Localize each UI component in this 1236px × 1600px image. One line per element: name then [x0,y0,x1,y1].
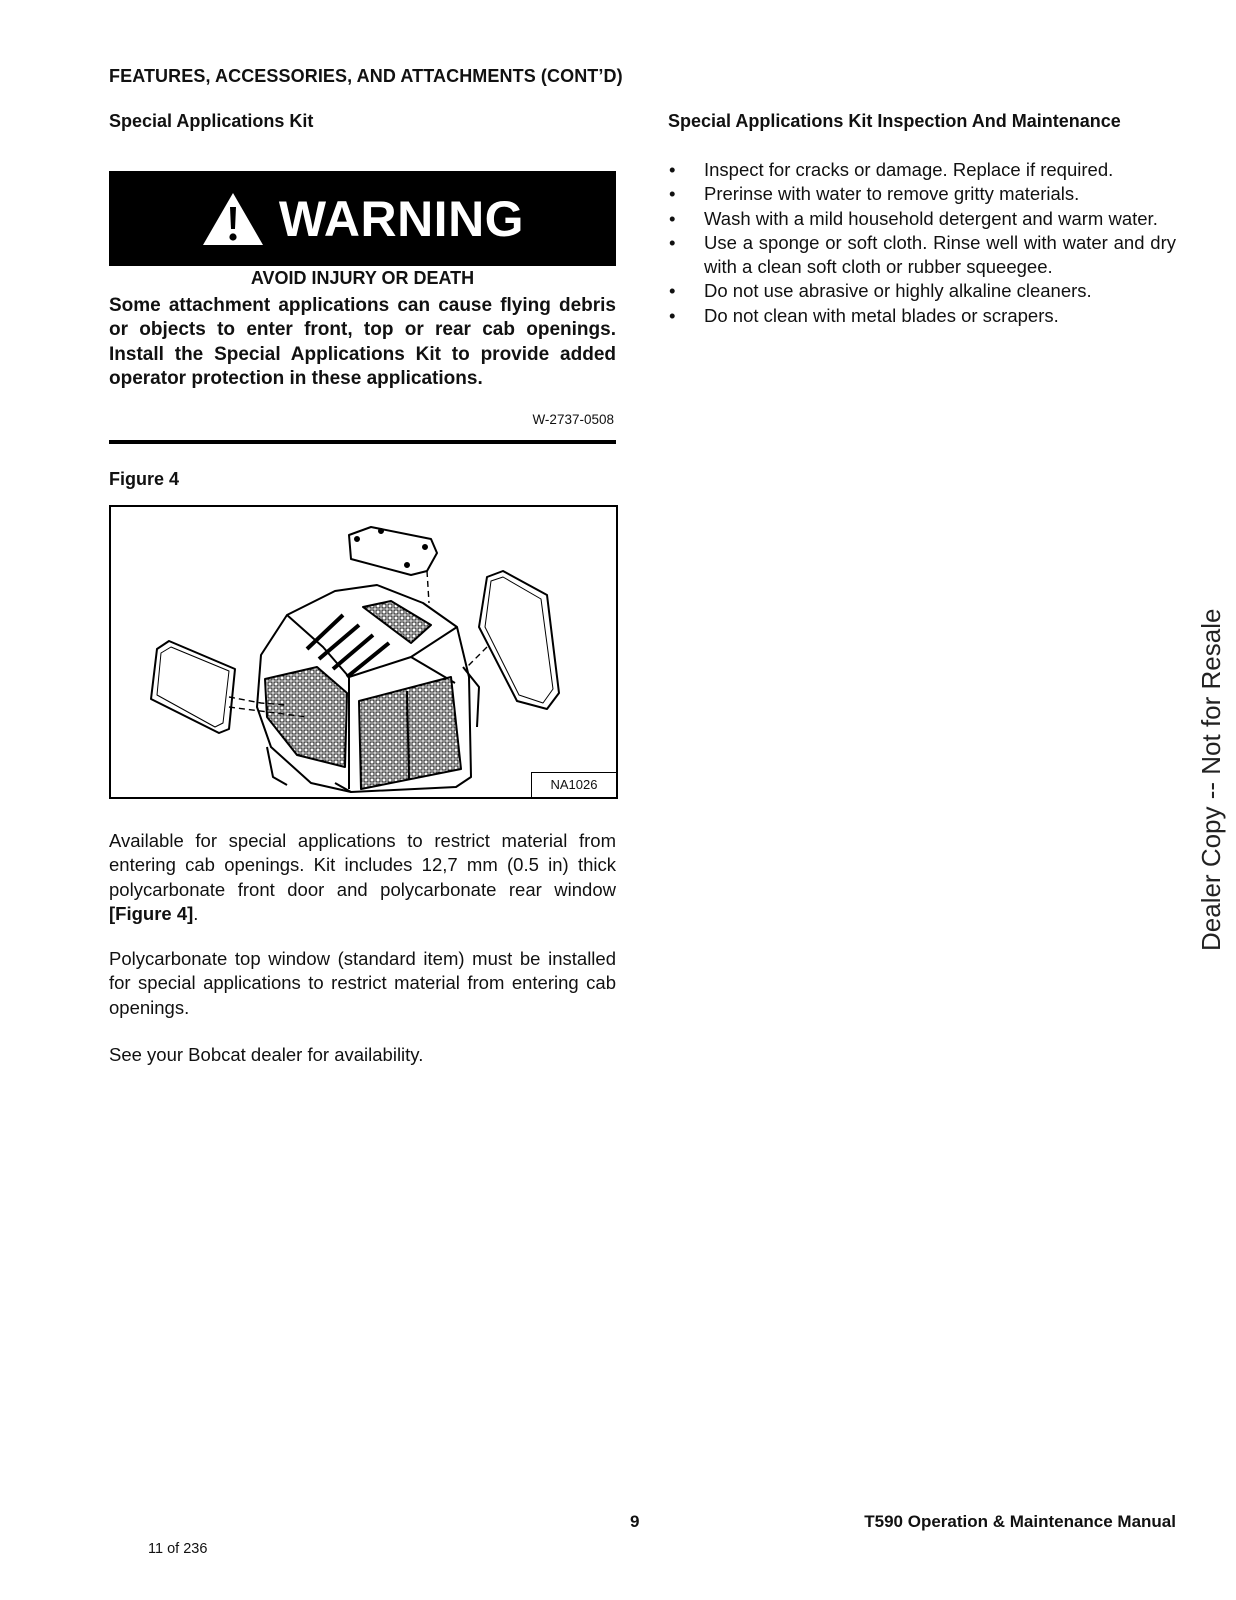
warning-divider [109,440,616,444]
warning-triangle-icon [201,191,265,247]
left-subtitle: Special Applications Kit [109,111,314,131]
list-item [666,279,1176,303]
right-subtitle: Special Applications Kit Inspection And Maintenance [668,111,1121,131]
warning-label: WARNING [278,190,525,247]
warning-code: W-2737-0508 [532,412,614,427]
list-item-text: Do not use abrasive or highly alkaline cleaners. [704,280,1092,302]
list-item-text: Prerinse with water to remove gritty materials. [704,183,1080,205]
bullet-icon: • [669,183,676,205]
bullet-icon: • [669,207,676,229]
figure-label: Figure 4 [109,469,180,489]
warning-heading: AVOID INJURY OR DEATH [250,268,475,288]
list-item [666,304,1176,328]
manual-title: T590 Operation & Maintenance Manual [864,1512,1176,1531]
warning-body: Some attachment applications can cause flying debris or objects to enter front, top or rear cab openings. Install the Special Applications Kit to provide added operator protection in these applications. [109,295,616,389]
warning-banner [109,171,616,266]
page-count: 11 of 236 [148,1541,208,1557]
paragraph-availability-text: Available for special applications to restrict material from entering cab openings. Kit includes 12,7 mm (0.5 in) thick polycarbonate front door and polycarbonate rear window [109,830,616,900]
bullet-icon: • [669,159,676,180]
list-item [666,207,1176,231]
list-item-text: Wash with a mild household detergent and warm water. [704,207,1158,229]
paragraph-availability [109,829,616,926]
figure-illustration [109,505,618,799]
list-item [666,158,1176,182]
list-item-text: Do not clean with metal blades or scrapers. [704,304,1059,326]
paragraph-top-window: Polycarbonate top window (standard item) must be installed for special applications to restrict material from entering cab openings. [109,948,616,1018]
bullet-icon: • [669,304,676,326]
list-item-text: Use a sponge or soft cloth. Rinse well with water and dry with a clean soft cloth or rubber squeegee. [704,231,1176,278]
bullet-icon: • [669,280,676,302]
list-item [666,231,1176,280]
list-item-text: Inspect for cracks or damage. Replace if required. [704,159,1114,180]
figure-reference: [Figure 4] [109,902,194,924]
paragraph-end: . [193,902,199,924]
dealer-watermark: Dealer Copy -- Not for Resale [1196,608,1226,951]
figure-code: NA1026 [531,772,616,797]
maintenance-list [666,158,1176,328]
bullet-icon: • [669,231,676,253]
cab-illustration [111,507,616,797]
page-number: 9 [630,1512,640,1531]
list-item [666,182,1176,206]
paragraph-dealer: See your Bobcat dealer for availability. [109,1044,424,1065]
section-title: FEATURES, ACCESSORIES, AND ATTACHMENTS (CONT’D) [109,66,623,86]
